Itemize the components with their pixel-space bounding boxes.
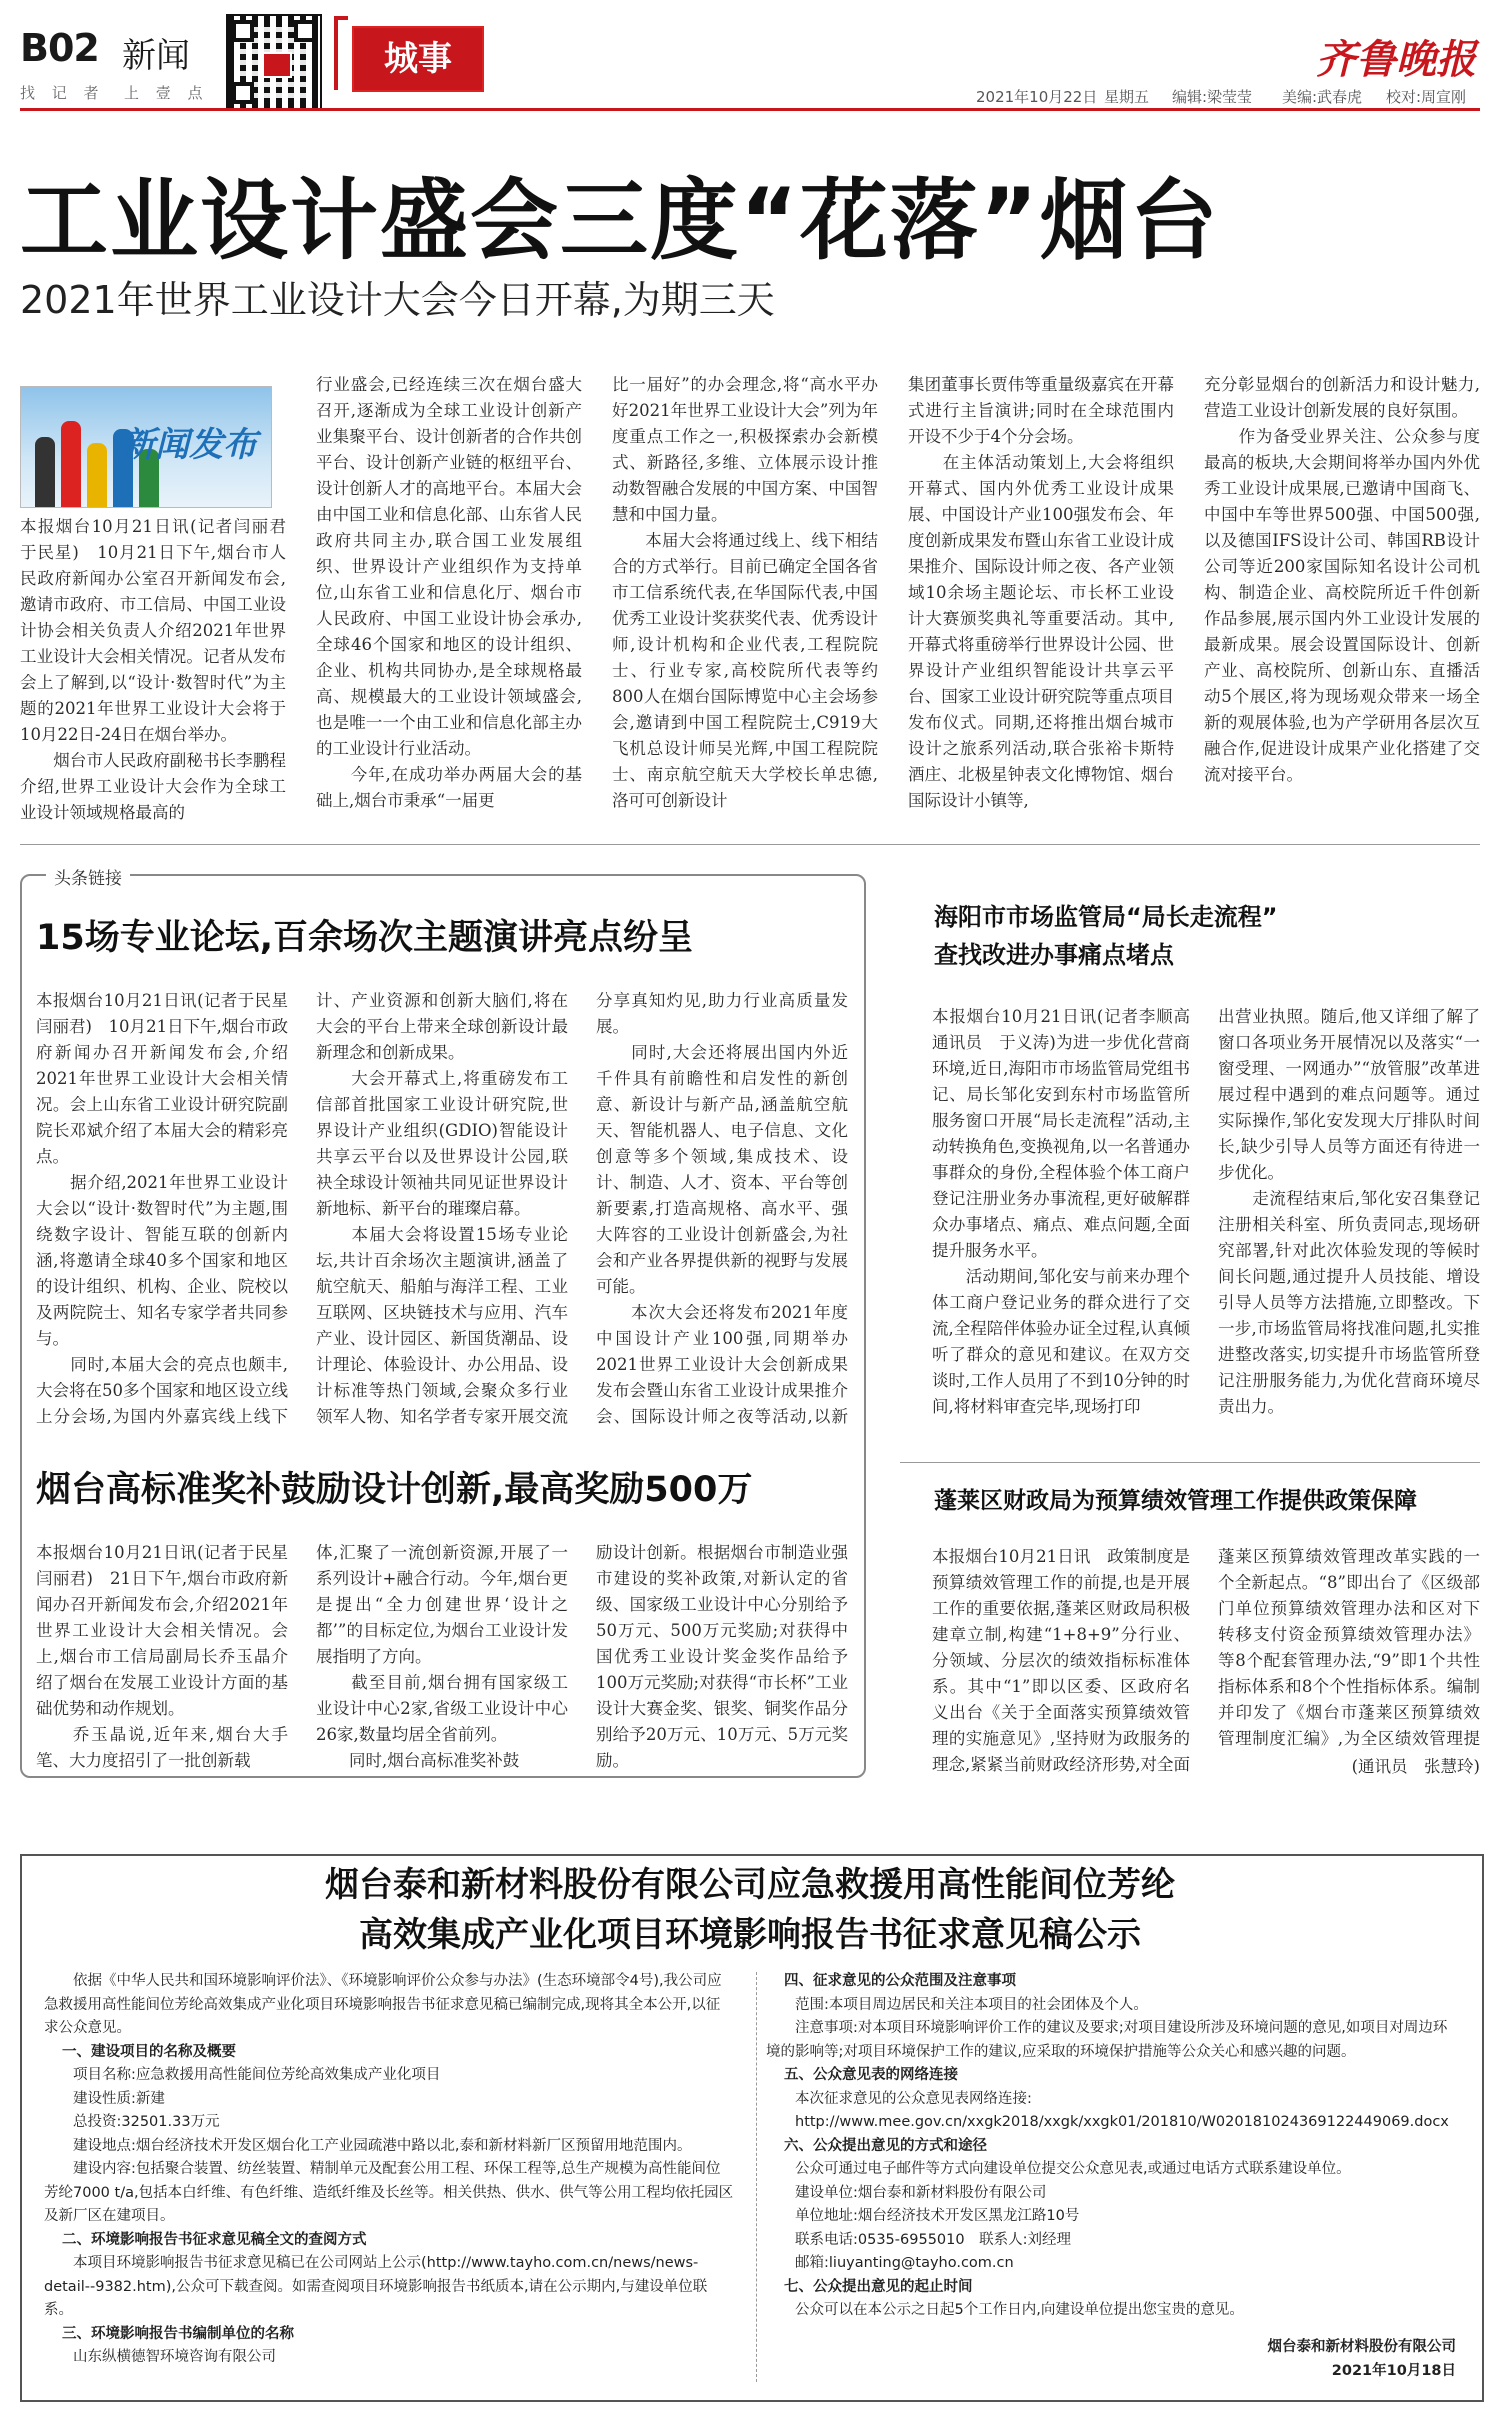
notice-paragraph: 公众可以在本公示之日起5个工作日内,向建设单位提出您宝贵的意见。 [766, 2302, 1244, 2318]
news-release-badge [20, 386, 272, 508]
side-story2-title: 蓬莱区财政局为预算绩效管理工作提供政策保障 [934, 1488, 1417, 1514]
story2-col-1: 本报烟台10月21日讯(记者于民星 闫丽君) 21日下午,烟台市政府新闻办召开新闻发布会,介绍2021年世界工业设计大会相关情况。会上,烟台市工信局副局长乔玉晶介绍了烟台在发展工业设计方面的基础优势和动作规划。 乔玉晶说,近年来,烟台大手笔、大力度招引了一批创新载 [36, 1543, 288, 1770]
side-story1-col-2: 出营业执照。随后,他又详细了解了窗口各项业务开展情况以及落实“一窗受理、一网通办”“放管服”改革进展过程中遇到的难点问题等。通过实际操作,邹化安发现大厅排队时间长,缺少引导人员等方面还有待进一步优化。 走流程结束后,邹化安召集登记注册相关科室、所负责同志,现场研究部署,针对此次体验发现的等候时间长问题,通过提升人员技能、增设引导人员等方法措施,立即整改。下一步,市场监管局将找准问题,扎实推进整改落实,切实提升市场监管所登记注册服务能力,为优化营商环境尽责出力。 [1218, 1007, 1480, 1416]
lead-col-5: 充分彰显烟台的创新活力和设计魅力,营造工业设计创新发展的良好氛围。 作为备受业界关注、公众参与度最高的板块,大会期间将举办国内外优秀工业设计成果展,已邀请中国商飞、中国中车等世界500强、中国500强,以及德国IFS设计公司、韩国RB设计公司等近200家国际知名设计公司机构、制造企业、高校院所近千件创新作品参展,展示国内外工业设计发展的最新成果。展会设置国际设计、创新产业、高校院所、创新山东、直播活动5个展区,将为现场观众带来一场全新的观展体验,也为产学研用各层次互融合作,促进设计成果产业化搭建了交流对接平台。 [1204, 375, 1480, 784]
notice-paragraph: 建设内容:包括聚合装置、纺丝装置、精制单元及配套公用工程、环保工程等,总生产规模为高性能间位芳纶7000 t/a,包括本白纤维、有色纤维、造纸纤维及长丝等。相关供热、供水、供气等公用工程均依托园区及新厂区在建项目。 [44, 2161, 734, 2224]
story1-col-1: 本报烟台10月21日讯(记者于民星 闫丽君) 10月21日下午,烟台市政府新闻办召开新闻发布会,介绍2021年世界工业设计大会相关情况。会上山东省工业设计研究院副院长邓斌介绍了本届大会的精彩亮点。 据介绍,2021年世界工业设计大会以“设计·数智时代”为主题,围绕数字设计、智能互联的创新内涵,将邀请全球40多个国家和地区的设计组织、机构、企业、院校以及两院院士、知名专家学者共同参与。 同时,本届大会的亮点也颇丰,大会将在50多个国家和地区设立线上分会场,为国内外嘉宾线上线下 [36, 991, 288, 1426]
notice-paragraph: 公众可通过电子邮件等方式向建设单位提交公众意见表,或通过电话方式联系建设单位。 [766, 2161, 1351, 2177]
story2-col-2: 体,汇聚了一流创新资源,开展了一系列设计+融合行动。今年,烟台更是提出“全力创建世界‘设计之都’”的目标定位,为烟台工业设计发展指明了方向。 截至目前,烟台拥有国家级工业设计中心2家,省级工业设计中心26家,数量均居全省前列。 同时,烟台高标准奖补鼓 [316, 1543, 568, 1770]
lead-col-1: 本报烟台10月21日讯(记者闫丽君 于民星) 10月21日下午,烟台市人民政府新闻办公室召开新闻发布会,邀请市政府、市工信局、中国工业设计协会相关负责人介绍2021年世界工业设计大会相关情况。记者从发布会上了解到,以“设计·数智时代”为主题的2021年世界工业设计大会将于10月22日-24日在烟台举办。 烟台市人民政府副秘书长李鹏程介绍,世界工业设计大会作为全球工业设计领域规格最高的 [20, 517, 286, 822]
notice-title-line1: 烟台泰和新材料股份有限公司应急救援用高性能间位芳纶 [325, 1865, 1175, 1905]
column-tag-bracket [334, 16, 348, 90]
notice-heading: 一、建设项目的名称及概要 [62, 2043, 236, 2060]
side-story1-title-line2: 查找改进办事痛点堵点 [934, 941, 1174, 969]
lead-headline: 工业设计盛会三度“花落”烟台 [20, 169, 1220, 272]
notice-paragraph: 邮箱:liuyanting@tayho.com.cn [766, 2255, 1014, 2271]
issue-weekday: 星期五 [1104, 88, 1150, 106]
lead-col-4: 集团董事长贾伟等重量级嘉宾在开幕式进行主旨演讲;同时在全球范围内开设不少于4个分会场。 在主体活动策划上,大会将组织开幕式、国内外优秀工业设计成果展、中国设计产业100强发布会、年度创新成果发布暨山东省工业设计成果推介、国际设计师之夜、各产业领域10余场主题论坛、市长杯工业设计大赛颁奖典礼等重要活动。其中,开幕式将重磅举行世界设计公园、世界设计产业组织智能设计共享云平台、国家工业设计研究院等重点项目发布仪式。同期,还将推出烟台城市设计之旅系列活动,联合张裕卡斯特酒庄、北极星钟表文化博物馆、烟台国际设计小镇等, [908, 375, 1174, 810]
story2-col-3: 励设计创新。根据烟台市制造业强市建设的奖补政策,对新认定的省级、国家级工业设计中心分别给予50万元、500万元奖励;对获得中国优秀工业设计奖金奖作品给予100万元奖励;对获得“市长杯”工业设计大赛金奖、银奖、铜奖作品分别给予20万元、10万元、5万元奖励。 [596, 1543, 848, 1770]
story2-title: 烟台高标准奖补鼓励设计创新,最高奖励500万 [36, 1470, 753, 1510]
notice-paragraph: http://www.mee.gov.cn/xxgk2018/xxgk/xxgk01/201810/W020181024369122449069.docx [766, 2114, 1449, 2130]
side-story2-col-2: 蓬莱区预算绩效管理改革实践的一个全新起点。“8”即出台了《区级部门单位预算绩效管理办法和区对下转移支付资金预算绩效管理办法》等8个配套管理办法,“9”即1个共性指标体系和8个个性指标体系。编制并印发了《烟台市蓬莱区预算绩效管理制度汇编》,为全区绩效管理提 [1218, 1547, 1480, 1748]
notice-column-divider [756, 1972, 758, 2382]
notice-paragraph: 本项目环境影响报告书征求意见稿已在公司网站上公示(http://www.tayho.com.cn/news/news-detail--9382.htm),公众可下载查阅。如需查阅项目环境影响报告书纸质本,请在公示期内,与建设单位联系。 [44, 2255, 708, 2318]
lead-col-2: 行业盛会,已经连续三次在烟台盛大召开,逐渐成为全球工业设计创新产业集聚平台、设计创新者的合作共创平台、设计创新产业链的枢纽平台、设计创新人才的高地平台。本届大会由中国工业和信息化部、山东省人民政府共同主办,联合国工业发展组织、世界设计产业组织作为支持单位,山东省工业和信息化厅、烟台市人民政府、中国工业设计协会承办,全球46个国家和地区的设计组织、企业、机构共同协办,是全球规格最高、规模最大的工业设计领域盛会,也是唯一一个由工业和信息化部主办的工业设计行业活动。 今年,在成功举办两届大会的基础上,烟台市秉承“一届更 [316, 375, 582, 810]
notice-paragraph: 范围:本项目周边居民和关注本项目的社会团体及个人。 [766, 1996, 1148, 2013]
issue-date: 2021年10月22日 [976, 88, 1098, 106]
notice-paragraph: 联系电话:0535-6955010 联系人:刘经理 [766, 2231, 1071, 2248]
designer-credit: 美编:武春虎 [1282, 88, 1363, 106]
notice-heading: 二、环境影响报告书征求意见稿全文的查阅方式 [62, 2231, 367, 2248]
header-sub-right: 上 壹 点 [124, 84, 209, 102]
notice-company: 烟台泰和新材料股份有限公司 [1267, 2339, 1456, 2355]
lead-bottom-rule [20, 844, 1480, 845]
notice-heading: 七、公众提出意见的起止时间 [784, 2278, 973, 2295]
notice-date: 2021年10月18日 [1331, 2363, 1456, 2379]
notice-heading: 四、征求意见的公众范围及注意事项 [784, 1973, 1016, 1989]
side-story1-col-1: 本报烟台10月21日讯(记者李顺高 通讯员 于义涛)为进一步优化营商环境,近日,海阳市市场监管局党组书记、局长邹化安到东村市场监管所服务窗口开展“局长走流程”活动,主动转换角色,变换视角,以一名普通办事群众的身份,全程体验个体工商户登记注册业务办事流程,更好破解群众办事堵点、痛点、难点问题,全面提升服务水平。 活动期间,邹化安与前来办理个体工商户登记业务的群众进行了交流,全程陪伴体验办证全过程,认真倾听了群众的意见和建议。在双方交谈时,工作人员用了不到10分钟的时间,将材料审查完毕,现场打印 [932, 1007, 1190, 1416]
lead-col-3: 比一届好”的办会理念,将“高水平办好2021年世界工业设计大会”列为年度重点工作之一,积极探索办会新模式、新路径,多维、立体展示设计推动数智融合发展的中国方案、中国智慧和中国力量。 本届大会将通过线上、线下相结合的方式举行。目前已确定全国各省市工信系统代表,在华国际代表,中国优秀工业设计奖获奖代表、优秀设计师,设计机构和企业代表,工程院院士、行业专家,高校院所代表等约800人在烟台国际博览中心主会场参会,邀请到中国工程院院士,C919大飞机总设计师吴光辉,中国工程院院士、南京航空航天大学校长单忠德,洛可可创新设计 [612, 375, 878, 810]
side-story2-col-1: 本报烟台10月21日讯 政策制度是预算绩效管理工作的前提,也是开展工作的重要依据,蓬莱区财政局积极建章立制,构建“1+8+9”分行业、分领域、分层次的绩效指标标准体系。其中“1”即以区委、区政府名义出台《关于全面落实预算绩效管理的实施意见》,坚持财为政服务的理念,紧紧当前财政经济形势,对全面 [932, 1547, 1190, 1774]
notice-heading: 三、环境影响报告书编制单位的名称 [62, 2325, 294, 2342]
header-sub-left: 找 记 者 [20, 84, 105, 102]
header-rule [20, 108, 1480, 111]
notice-paragraph: 建设地点:烟台经济技术开发区烟台化工产业园疏港中路以北,泰和新材料新厂区预留用地范围内。 [44, 2137, 692, 2154]
notice-paragraph: 总投资:32501.33万元 [44, 2114, 220, 2130]
story1-title: 15场专业论坛,百余场次主题演讲亮点纷呈 [36, 918, 694, 958]
notice-paragraph: 依据《中华人民共和国环境影响评价法》、《环境影响评价公众参与办法》(生态环境部令4号),我公司应急救援用高性能间位芳纶高效集成产业化项目环境影响报告书征求意见稿已编制完成,现将其全本公开,以征求公众意见。 [44, 1973, 722, 2036]
badge-label: 新闻发布 [121, 425, 257, 465]
side-divider [900, 1462, 1480, 1463]
lead-subhead: 2021年世界工业设计大会今日开幕,为期三天 [20, 278, 775, 322]
proofreader-credit: 校对:周宣刚 [1386, 88, 1467, 106]
notice-paragraph: 本次征求意见的公众意见表网络连接: [766, 2090, 1032, 2107]
notice-paragraph: 单位地址:烟台经济技术开发区黑龙江路10号 [766, 2208, 1080, 2224]
notice-heading: 五、公众意见表的网络连接 [784, 2067, 958, 2083]
notice-paragraph: 注意事项:对本项目环境影响评价工作的建议及要求;对项目建设所涉及环境问题的意见,如项目对周边环境的影响等;对项目环境保护工作的建议,应采取的环境保护措施等公众关心和感兴趣的问题。 [766, 2020, 1448, 2060]
page-number: B02 [20, 26, 99, 70]
side-story1-title-line1: 海阳市市场监管局“局长走流程” [934, 903, 1278, 931]
story1-col-3: 分享真知灼见,助力行业高质量发展。 同时,大会还将展出国内外近千件具有前瞻性和启发性的新创意、新设计与新产品,涵盖航空航天、智能机器人、电子信息、文化创意等多个领域,集成技术、设计、制造、人才、资本、平台等创新要素,打造高规格、高水平、强大阵容的工业设计创新盛会,为社会和产业各界提供新的视野与发展可能。 本次大会还将发布2021年度中国设计产业100强,同期举办2021世界工业设计大会创新成果发布会暨山东省工业设计成果推介会、国际设计师之夜等活动,以新 [596, 991, 848, 1426]
notice-paragraph: 项目名称:应急救援用高性能间位芳纶高效集成产业化项目 [44, 2067, 441, 2083]
notice-heading: 六、公众提出意见的方式和途径 [784, 2137, 987, 2154]
notice-paragraph: 建设单位:烟台泰和新材料股份有限公司 [766, 2184, 1047, 2201]
notice-paragraph: 建设性质:新建 [44, 2090, 165, 2107]
masthead-logo: 齐鲁晚报 [1316, 36, 1476, 83]
notice-title-line2: 高效集成产业化项目环境影响报告书征求意见稿公示 [359, 1915, 1141, 1955]
side-story2-byline: (通讯员 张慧玲) [1351, 1757, 1480, 1776]
notice-left-column [44, 1970, 734, 2390]
notice-paragraph: 山东纵横德智环境咨询有限公司 [44, 2349, 276, 2365]
story1-col-2: 计、产业资源和创新大脑们,将在大会的平台上带来全球创新设计最新理念和创新成果。 大会开幕式上,将重磅发布工信部首批国家工业设计研究院,世界设计产业组织(GDIO)智能设计共享云平台以及世界设计公园,联袂全球设计领袖共同见证世界设计新地标、新平台的璀璨启幕。 本届大会将设置15场专业论坛,共计百余场次主题演讲,涵盖了航空航天、船舶与海洋工程、工业互联网、区块链技术与应用、汽车产业、设计园区、新国货潮品、设计理论、体验设计、办公用品、设计标准等热门领域,会聚众多行业领军人物、知名学者专家开展交流 [316, 991, 568, 1426]
qr-code-icon[interactable] [226, 14, 322, 110]
section-name: 新闻 [122, 36, 190, 76]
headline-link-label: 头条链接 [46, 864, 130, 889]
notice-right-column [766, 1970, 1456, 2330]
column-tag: 城事 [352, 26, 484, 92]
editor-credit: 编辑:梁莹莹 [1172, 88, 1253, 106]
